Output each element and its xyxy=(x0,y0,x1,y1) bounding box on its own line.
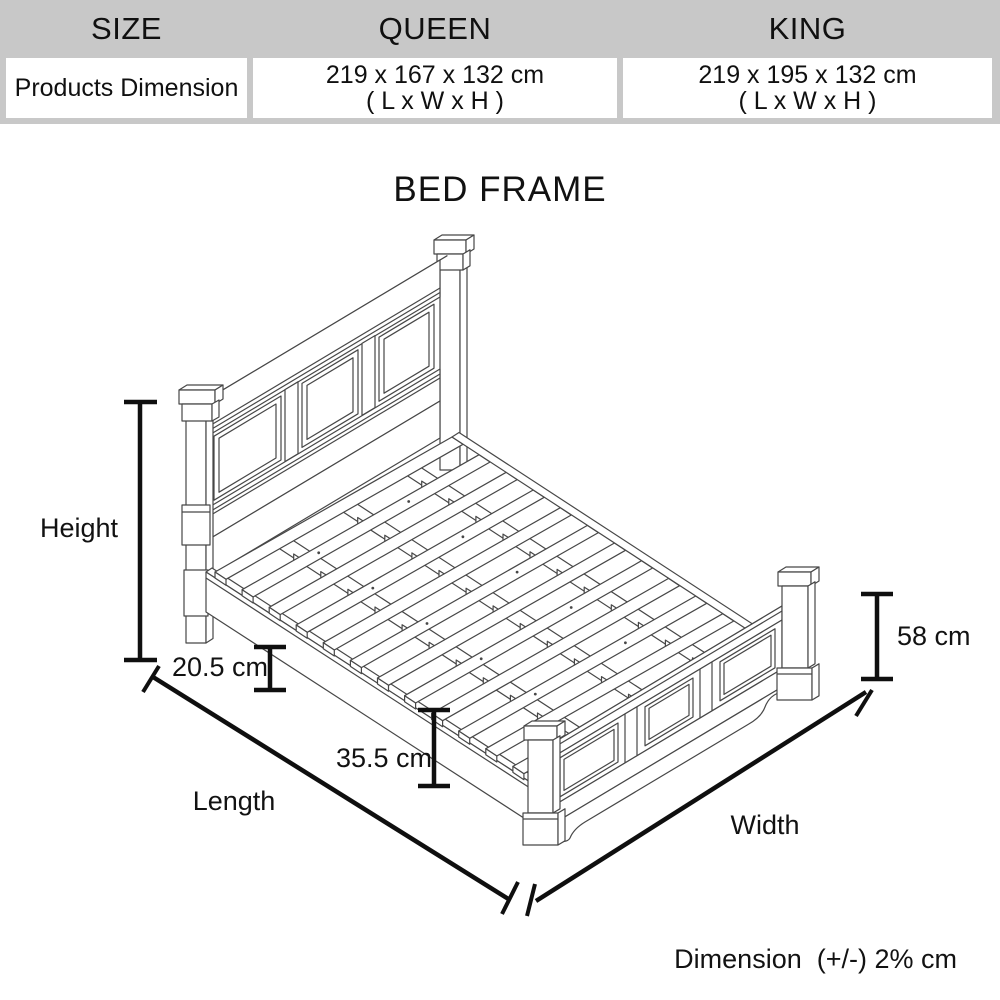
king-dimensions-value: 219 x 195 x 132 cm xyxy=(698,61,917,89)
queen-dimensions-value: 219 x 167 x 132 cm xyxy=(325,61,545,89)
screw-hole-dot xyxy=(624,641,627,644)
tolerance-footnote: Dimension (+/-) 2% cm xyxy=(674,944,957,974)
width-label: Width xyxy=(730,810,800,840)
screw-hole-dot xyxy=(407,500,410,503)
ground-clearance-dimension xyxy=(172,647,286,690)
header-cell-queen: QUEEN xyxy=(378,11,492,46)
length-label: Length xyxy=(192,786,276,816)
screw-hole-dot xyxy=(426,622,429,625)
footboard-height-label: 58 cm xyxy=(897,621,971,651)
height-label: Height xyxy=(39,513,119,543)
screw-hole-dot xyxy=(371,587,374,590)
screw-hole-dot xyxy=(516,571,519,574)
screw-hole-dot xyxy=(570,606,573,609)
platform-height-label: 35.5 cm xyxy=(335,743,433,773)
screw-hole-dot xyxy=(317,551,320,554)
header-cell-king: KING xyxy=(768,11,847,46)
height-dimension xyxy=(40,402,157,660)
screw-hole-dot xyxy=(462,535,465,538)
header-cell-size: SIZE xyxy=(91,11,162,46)
row-label-products-dimension: Products Dimension xyxy=(6,58,247,118)
screw-hole-dot xyxy=(534,693,537,696)
footboard-height-dimension xyxy=(861,594,971,679)
queen-dimensions-axes: ( L x W x H ) xyxy=(366,87,504,115)
screw-hole-dot xyxy=(480,657,483,660)
king-dimensions-axes: ( L x W x H ) xyxy=(738,87,877,115)
page-title: BED FRAME xyxy=(393,170,607,209)
ground-clearance-label: 20.5 cm xyxy=(171,652,269,682)
